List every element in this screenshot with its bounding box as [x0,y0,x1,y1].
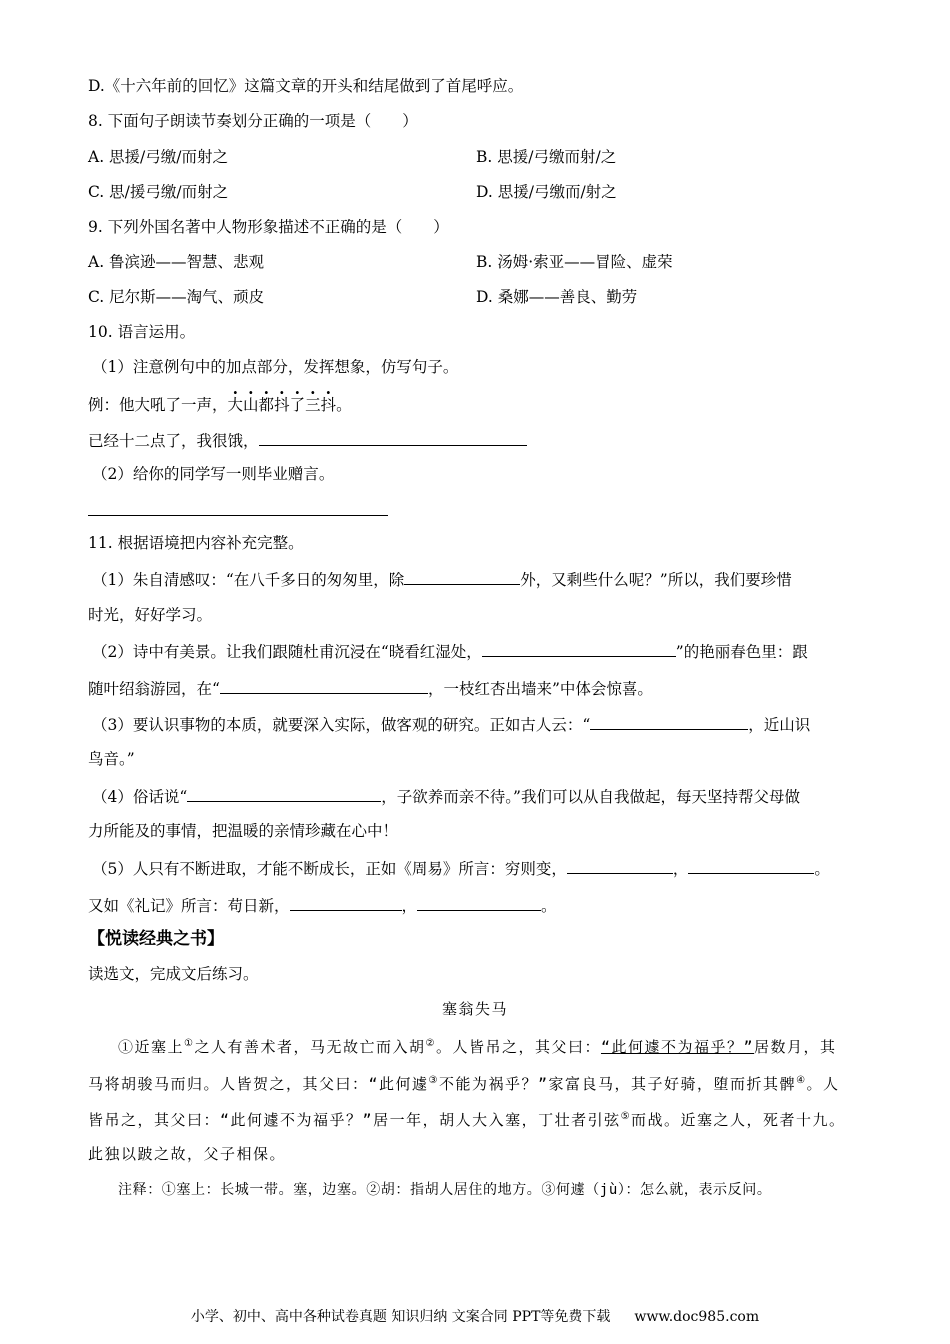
question-9-option-c: C. 尼尔斯——淘气、顽皮 [88,288,265,306]
dotted-char: 都 [258,396,275,414]
answer-blank[interactable] [590,713,748,730]
question-10-answer-blank[interactable] [88,515,388,516]
text: 随叶绍翁游园，在“ [88,680,220,698]
text: 外，又剩些什么呢？”所以，我们要珍惜 [520,571,792,589]
question-11-item-2-cont [88,677,653,699]
answer-blank[interactable] [688,857,814,874]
text: 又如《礼记》所言：苟日新， [88,897,290,915]
text: ，一枝红杏出墙来”中体会惊喜。 [427,680,653,698]
text: （5）人只有不断进取，才能不断成长，正如《周易》所言：穷则变， [92,860,567,878]
dotted-char: 大 [227,396,244,414]
text: 。 [541,897,557,915]
answer-blank[interactable] [259,429,527,446]
question-8-option-d: D. 思援/弓缴而/射之 [476,183,617,201]
question-10-fill-line [88,429,527,451]
passage-line-3 [88,1107,846,1130]
passage-line-4: 此独以跛之故，父子相保。 [88,1145,287,1163]
answer-blank[interactable] [417,894,541,911]
answer-blank[interactable] [187,785,381,802]
dotted-char: 抖 [274,396,290,414]
page-footer [0,1306,950,1326]
question-9-option-a: A. 鲁滨逊——智慧、悲观 [88,253,265,271]
question-7-option-d: D.《十六年前的回忆》这篇文章的开头和结尾做到了首尾呼应。 [88,77,524,95]
question-9-stem: 9. 下列外国名著中人物形象描述不正确的是（ ） [88,218,449,236]
passage-notes: 注释：①塞上：长城一带。塞，边塞。②胡：指胡人居住的地方。③何遽（jù）：怎么就，表示反问。 [118,1182,772,1198]
passage-title: 塞翁失马 [441,1000,508,1018]
question-10-part-2: （2）给你的同学写一则毕业赠言。 [92,465,335,483]
dotted-char: 山 [243,396,259,414]
text: （1）朱自清感叹：“在八千多日的匆匆里，除 [92,571,405,589]
footnote-mark: ① [184,1038,195,1049]
example-suffix: 。 [336,396,352,414]
question-10-part-1: （1）注意例句中的加点部分，发挥想象，仿写句子。 [92,358,459,376]
footnote-mark: ④ [796,1075,807,1086]
text: 马将胡骏马而归。人皆贺之，其父曰：“此何遽 [88,1075,429,1093]
question-8-option-b: B. 思援/弓缴而射/之 [476,148,617,166]
underlined-quote: “此何遽不为福乎？” [600,1038,755,1056]
answer-blank[interactable] [290,894,402,911]
question-10-example [88,395,352,415]
footer-text: 小学、初中、高中各种试卷真题 知识归纳 文案合同 PPT等免费下载 [190,1309,611,1325]
question-11-item-1-cont: 时光，好好学习。 [88,606,213,624]
text: （3）要认识事物的本质，就要深入实际，做客观的研究。正如古人云：“ [92,716,591,734]
section-instruction: 读选文，完成文后练习。 [88,965,259,983]
question-11-item-5 [92,857,830,879]
footnote-mark: ⑤ [620,1111,632,1122]
text: ①近塞上 [118,1038,185,1056]
text: 不能为祸乎？”家富良马，其子好骑，堕而折其髀 [439,1075,797,1093]
answer-blank[interactable] [404,568,520,585]
text: ，子欲养而亲不待。”我们可以从自我做起，每天坚持帮父母做 [381,788,800,806]
text: 之人有善术者，马无故亡而入胡 [194,1038,426,1056]
text: ， [401,897,418,915]
answer-blank[interactable] [220,677,428,694]
question-8-option-a: A. 思援/弓缴/而射之 [88,148,228,166]
passage-line-1 [118,1034,837,1057]
answer-blank[interactable] [482,640,676,657]
question-8-option-c: C. 思/援弓缴/而射之 [88,183,229,201]
example-prefix: 例：他大吼了一声， [88,396,228,414]
text: （4）俗话说“ [92,788,188,806]
text: ”的艳丽春色里：跟 [675,643,808,661]
text: 。人皆吊之，其父曰： [435,1038,601,1056]
question-11-item-4-cont: 力所能及的事情，把温暖的亲情珍藏在心中！ [88,822,399,840]
dotted-char: 了 [289,396,306,414]
answer-blank[interactable] [567,857,673,874]
question-11-item-4 [92,785,800,807]
dotted-char: 抖 [320,396,337,414]
question-11-item-1 [92,568,792,590]
text: 居数月，其 [754,1038,837,1056]
text: ， [672,860,689,878]
footnote-mark: ③ [428,1075,440,1086]
question-10-stem: 10. 语言运用。 [88,323,196,341]
text: （2）诗中有美景。让我们跟随杜甫沉浸在“晓看红湿处， [92,643,482,661]
footer-url[interactable]: www.doc985.com [634,1309,760,1325]
question-11-item-3 [92,713,810,735]
question-11-item-2 [92,640,808,662]
footnote-mark: ② [425,1038,436,1049]
dotted-char: 三 [305,396,321,414]
text: 皆吊之，其父曰：“此何遽不为福乎？”居一年，胡人大入塞，丁壮者引弦 [88,1111,621,1129]
question-11-item-3-cont: 鸟音。” [88,750,135,768]
question-8-stem: 8. 下面句子朗读节奏划分正确的一项是（ ） [88,112,418,130]
question-11-stem: 11. 根据语境把内容补充完整。 [88,534,304,552]
text: 而战。近塞之人，死者十九。 [631,1111,846,1129]
question-11-item-5-cont [88,894,557,916]
passage-line-2 [88,1071,840,1094]
question-9-option-d: D. 桑娜——善良、勤劳 [476,288,638,306]
text: 。 [814,860,830,878]
fill-prefix: 已经十二点了，我很饿， [88,432,259,450]
question-9-option-b: B. 汤姆·索亚——冒险、虚荣 [476,253,673,271]
section-heading: 【悦读经典之书】 [88,929,224,949]
text: 。人 [806,1075,840,1093]
text: ，近山识 [748,716,811,734]
example-dotted-phrase [228,395,337,415]
